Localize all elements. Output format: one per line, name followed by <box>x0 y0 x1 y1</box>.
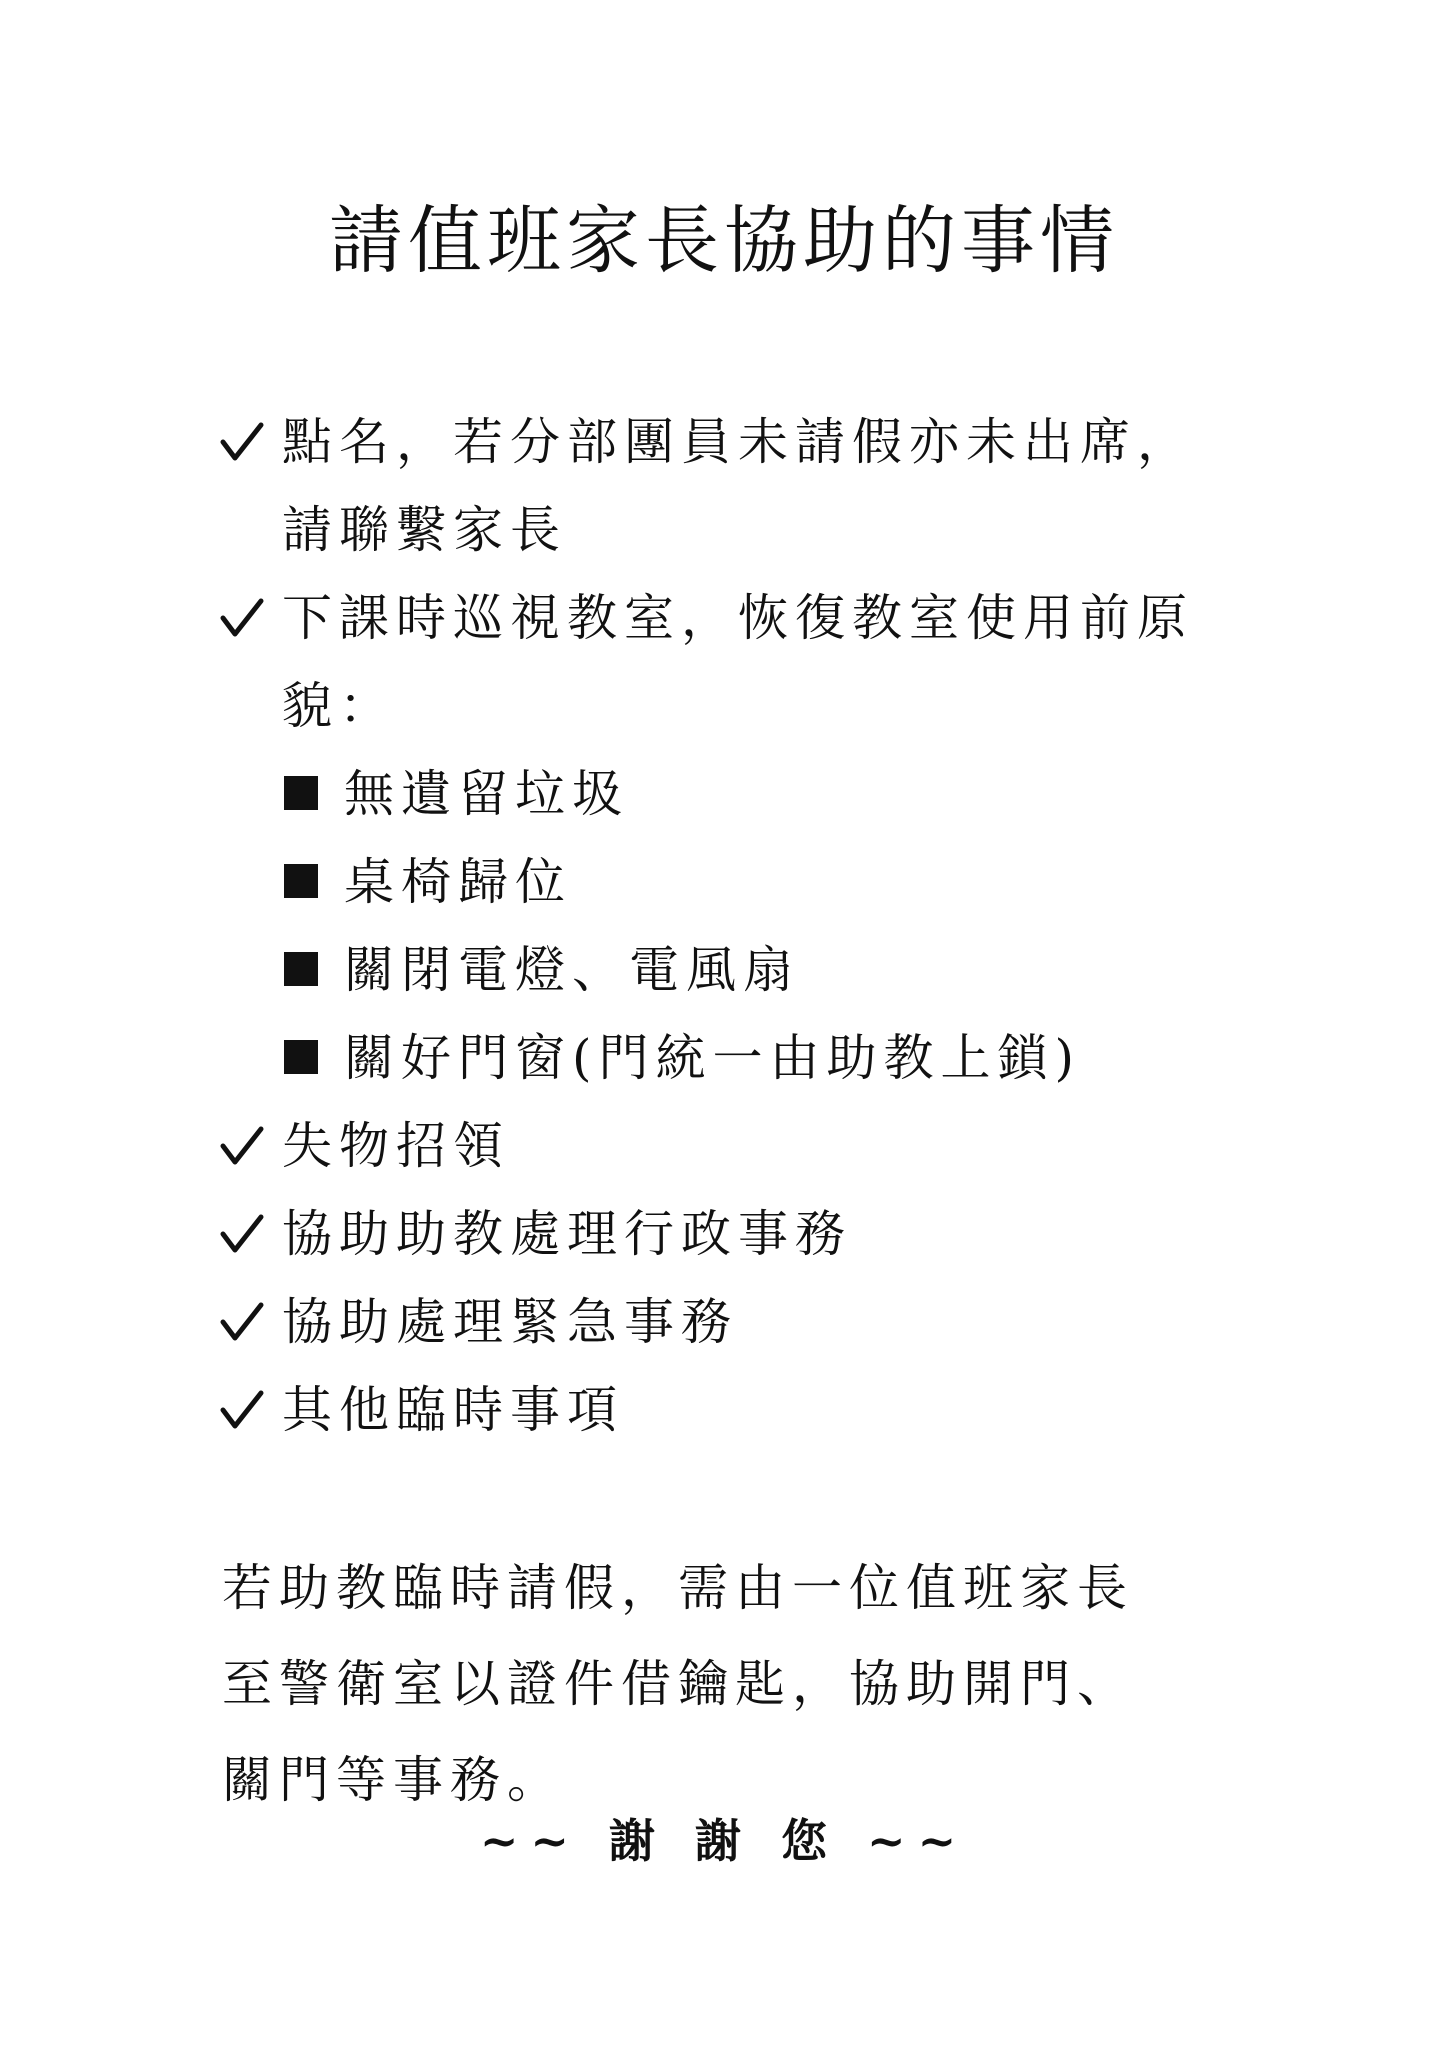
square-bullet-icon <box>284 776 318 810</box>
list-item-text: 貌： <box>282 677 396 735</box>
note-line: 至警衛室以證件借鑰匙，協助開門、 <box>222 1655 1134 1713</box>
square-bullet-icon <box>284 864 318 898</box>
list-item-text: 協助助教處理行政事務 <box>282 1205 852 1263</box>
closing-thanks: ~~ 謝 謝 您 ~~ <box>479 1814 969 1868</box>
note-paragraph <box>222 1540 1362 1828</box>
sub-list-item-text: 關閉電燈、電風扇 <box>344 941 800 999</box>
square-bullet-icon <box>284 952 318 986</box>
list-item <box>220 1366 1360 1454</box>
list-item-text: 請聯繫家長 <box>282 501 567 559</box>
list-item <box>220 398 1360 486</box>
sub-list-item <box>220 838 1360 926</box>
page-title: 請值班家長協助的事情 <box>329 198 1119 284</box>
sub-list-item-text: 無遺留垃圾 <box>344 765 629 823</box>
check-icon <box>220 1302 264 1342</box>
list-item <box>220 1278 1360 1366</box>
list-item-text: 點名，若分部團員未請假亦未出席， <box>282 413 1194 471</box>
list-item-continuation <box>220 662 1360 750</box>
note-line: 若助教臨時請假，需由一位值班家長 <box>222 1559 1134 1617</box>
list-item-text: 其他臨時事項 <box>282 1381 624 1439</box>
list-item-continuation <box>220 486 1360 574</box>
list-item <box>220 574 1360 662</box>
square-bullet-icon <box>284 1040 318 1074</box>
sub-list-item-text: 桌椅歸位 <box>344 853 572 911</box>
check-icon <box>220 1214 264 1254</box>
sub-list-item-text: 關好門窗(門統一由助教上鎖) <box>344 1029 1082 1087</box>
list-item <box>220 1190 1360 1278</box>
sub-list-item <box>220 1014 1360 1102</box>
sub-list-item <box>220 926 1360 1014</box>
check-icon <box>220 1390 264 1430</box>
check-icon <box>220 422 264 462</box>
check-icon <box>220 598 264 638</box>
list-item-text: 協助處理緊急事務 <box>282 1293 738 1351</box>
list-item-text: 失物招領 <box>282 1117 510 1175</box>
list-item <box>220 1102 1360 1190</box>
list-item-text: 下課時巡視教室，恢復教室使用前原 <box>282 589 1194 647</box>
check-icon <box>220 1126 264 1166</box>
sub-list-item <box>220 750 1360 838</box>
duty-list <box>220 398 1360 1454</box>
note-line: 關門等事務。 <box>222 1751 564 1809</box>
